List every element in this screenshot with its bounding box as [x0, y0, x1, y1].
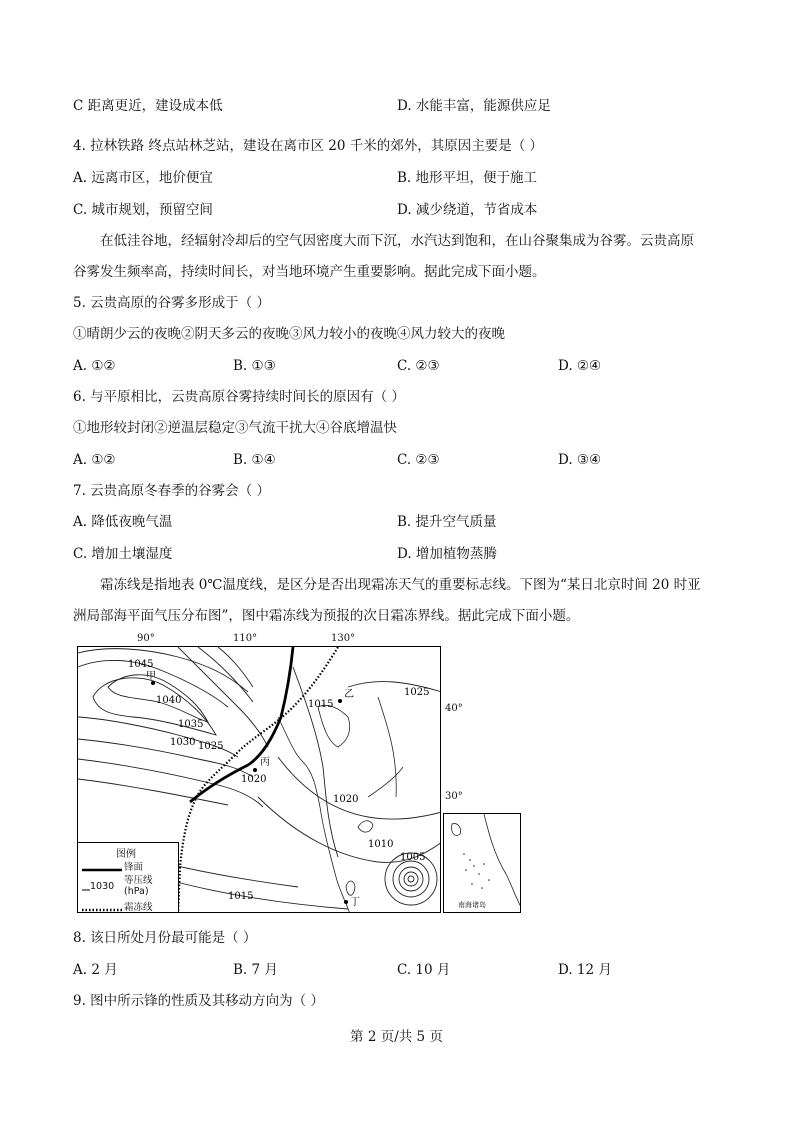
isobar-line — [278, 757, 441, 819]
q8-option-a: A. 2 月 — [73, 962, 118, 978]
q6-option-c: C. ②③ — [397, 452, 440, 468]
place-yi: 乙 — [344, 689, 354, 700]
legend-isobar-label: 等压线 — [124, 875, 153, 886]
q6-option-d: D. ③④ — [558, 452, 602, 468]
legend-front-label: 锋面 — [124, 862, 144, 873]
q4-option-c: C. 城市规划，预留空间 — [73, 202, 213, 218]
coastline — [358, 821, 373, 832]
inset-label: 南海诸岛 — [458, 901, 486, 909]
map-legend — [78, 842, 179, 913]
lon-label-130: 130° — [331, 633, 356, 644]
q4-option-a: A. 远离市区，地价便宜 — [73, 170, 213, 186]
south-china-sea-inset — [443, 813, 521, 913]
place-jia: 甲 — [146, 671, 156, 682]
coastline — [346, 881, 355, 895]
q4-option-d: D. 减少绕道，节省成本 — [397, 202, 538, 218]
q5-items: ①晴朗少云的夜晚②阴天多云的夜晚③风力较小的夜晚④风力较大的夜晚 — [73, 326, 505, 342]
passage2-line1: 霜冻线是指地表 0℃温度线，是区分是否出现霜冻天气的重要标志线。下图为“某日北京时间 20 时亚 — [100, 577, 701, 593]
isobar-line — [78, 739, 253, 777]
q4-stem: 4. 拉林铁路 终点站林芝站，建设在离市区 20 千米的郊外，其原因主要是（ ） — [73, 138, 544, 154]
isobar-value: 1035 — [178, 719, 204, 730]
place-ding: 丁 — [350, 897, 360, 908]
q8-option-b: B. 7 月 — [233, 962, 278, 978]
isobar-line — [408, 876, 414, 882]
isobar-value: 1025 — [404, 687, 430, 698]
isobar-line — [293, 667, 338, 857]
isobar-value: 1015 — [308, 699, 334, 710]
isobar-line — [198, 647, 253, 702]
lat-label-40: 40° — [445, 703, 463, 714]
q9-stem: 9. 图中所示锋的性质及其移动方向为（ ） — [73, 993, 324, 1009]
isobar-line — [393, 861, 429, 897]
isobar-line — [78, 779, 228, 805]
coastline — [368, 697, 403, 797]
legend-isobar-value: 1030 — [90, 881, 115, 892]
q8-option-d: D. 12 月 — [558, 962, 612, 978]
isobar-value: 1020 — [333, 794, 359, 805]
legend-frost-symbol — [82, 907, 122, 913]
q8-option-c: C. 10 月 — [397, 962, 451, 978]
page-footer: 第 2 页/共 5 页 — [350, 1029, 443, 1045]
q7-option-d: D. 增加植物蒸腾 — [397, 546, 497, 562]
q5-option-b: B. ①③ — [233, 358, 276, 374]
isobar-value: 1025 — [198, 741, 224, 752]
isobar-value: 1020 — [241, 774, 267, 785]
q7-option-b: B. 提升空气质量 — [397, 514, 497, 530]
q4-option-b: B. 地形平坦，便于施工 — [397, 170, 538, 186]
isobar-line — [404, 872, 418, 886]
q5-option-c: C. ②③ — [397, 358, 440, 374]
place-bing: 丙 — [260, 757, 270, 768]
lon-label-110: 110° — [233, 633, 258, 644]
map-main-panel — [77, 646, 441, 913]
q7-stem: 7. 云贵高原冬春季的谷雾会（ ） — [73, 483, 270, 499]
point-ding — [344, 900, 348, 904]
coastline — [318, 705, 350, 747]
point-bing — [253, 768, 257, 772]
q5-option-a: A. ①② — [73, 358, 116, 374]
isobar-value: 1040 — [156, 695, 182, 706]
q5-option-d: D. ②④ — [558, 358, 602, 374]
isobar-value: 1045 — [128, 659, 154, 670]
legend-isobar-unit: (hPa) — [124, 886, 149, 897]
lat-label-30: 30° — [445, 791, 463, 802]
q6-items: ①地形较封闭②逆温层稳定③气流干扰大④谷底增温快 — [73, 420, 397, 436]
pressure-map-figure — [77, 633, 521, 915]
q7-option-a: A. 降低夜晚气温 — [73, 514, 173, 530]
point-yi — [338, 699, 342, 703]
q5-stem: 5. 云贵高原的谷雾多形成于（ ） — [73, 295, 270, 311]
q8-stem: 8. 该日所处月份最可能是（ ） — [73, 930, 257, 946]
lon-label-90: 90° — [137, 633, 155, 644]
inset-drawing — [444, 814, 521, 913]
isobar-value: 1030 — [170, 737, 196, 748]
passage2-line2: 洲局部海平面气压分布图”，图中霜冻线为预报的次日霜冻界线。据此完成下面小题。 — [73, 608, 580, 624]
q7-option-c: C. 增加土壤湿度 — [73, 546, 173, 562]
legend-title: 图例 — [116, 849, 136, 860]
passage1-line2: 谷雾发生频率高，持续时间长，对当地环境产生重要影响。据此完成下面小题。 — [73, 264, 546, 280]
q3-option-d: D. 水能丰富，能源供应足 — [397, 98, 551, 114]
legend-frost-label: 霜冻线 — [124, 902, 153, 913]
isobar-value: 1010 — [368, 839, 394, 850]
isobar-value: 1005 — [400, 852, 426, 863]
q3-option-c: C 距离更近，建设成本低 — [73, 98, 223, 114]
q6-option-b: B. ①④ — [233, 452, 276, 468]
q6-option-a: A. ①② — [73, 452, 116, 468]
isobar-line — [178, 647, 268, 747]
q6-stem: 6. 与平原相比，云贵高原谷雾持续时间长的原因有（ ） — [73, 389, 405, 405]
legend-front-symbol — [82, 867, 122, 873]
isobar-line — [399, 867, 423, 891]
passage1-line1: 在低洼谷地，经辐射冷却后的空气因密度大而下沉，水汽达到饱和，在山谷聚集成为谷雾。云贵高原 — [100, 233, 694, 249]
isobar-value: 1015 — [228, 891, 254, 902]
